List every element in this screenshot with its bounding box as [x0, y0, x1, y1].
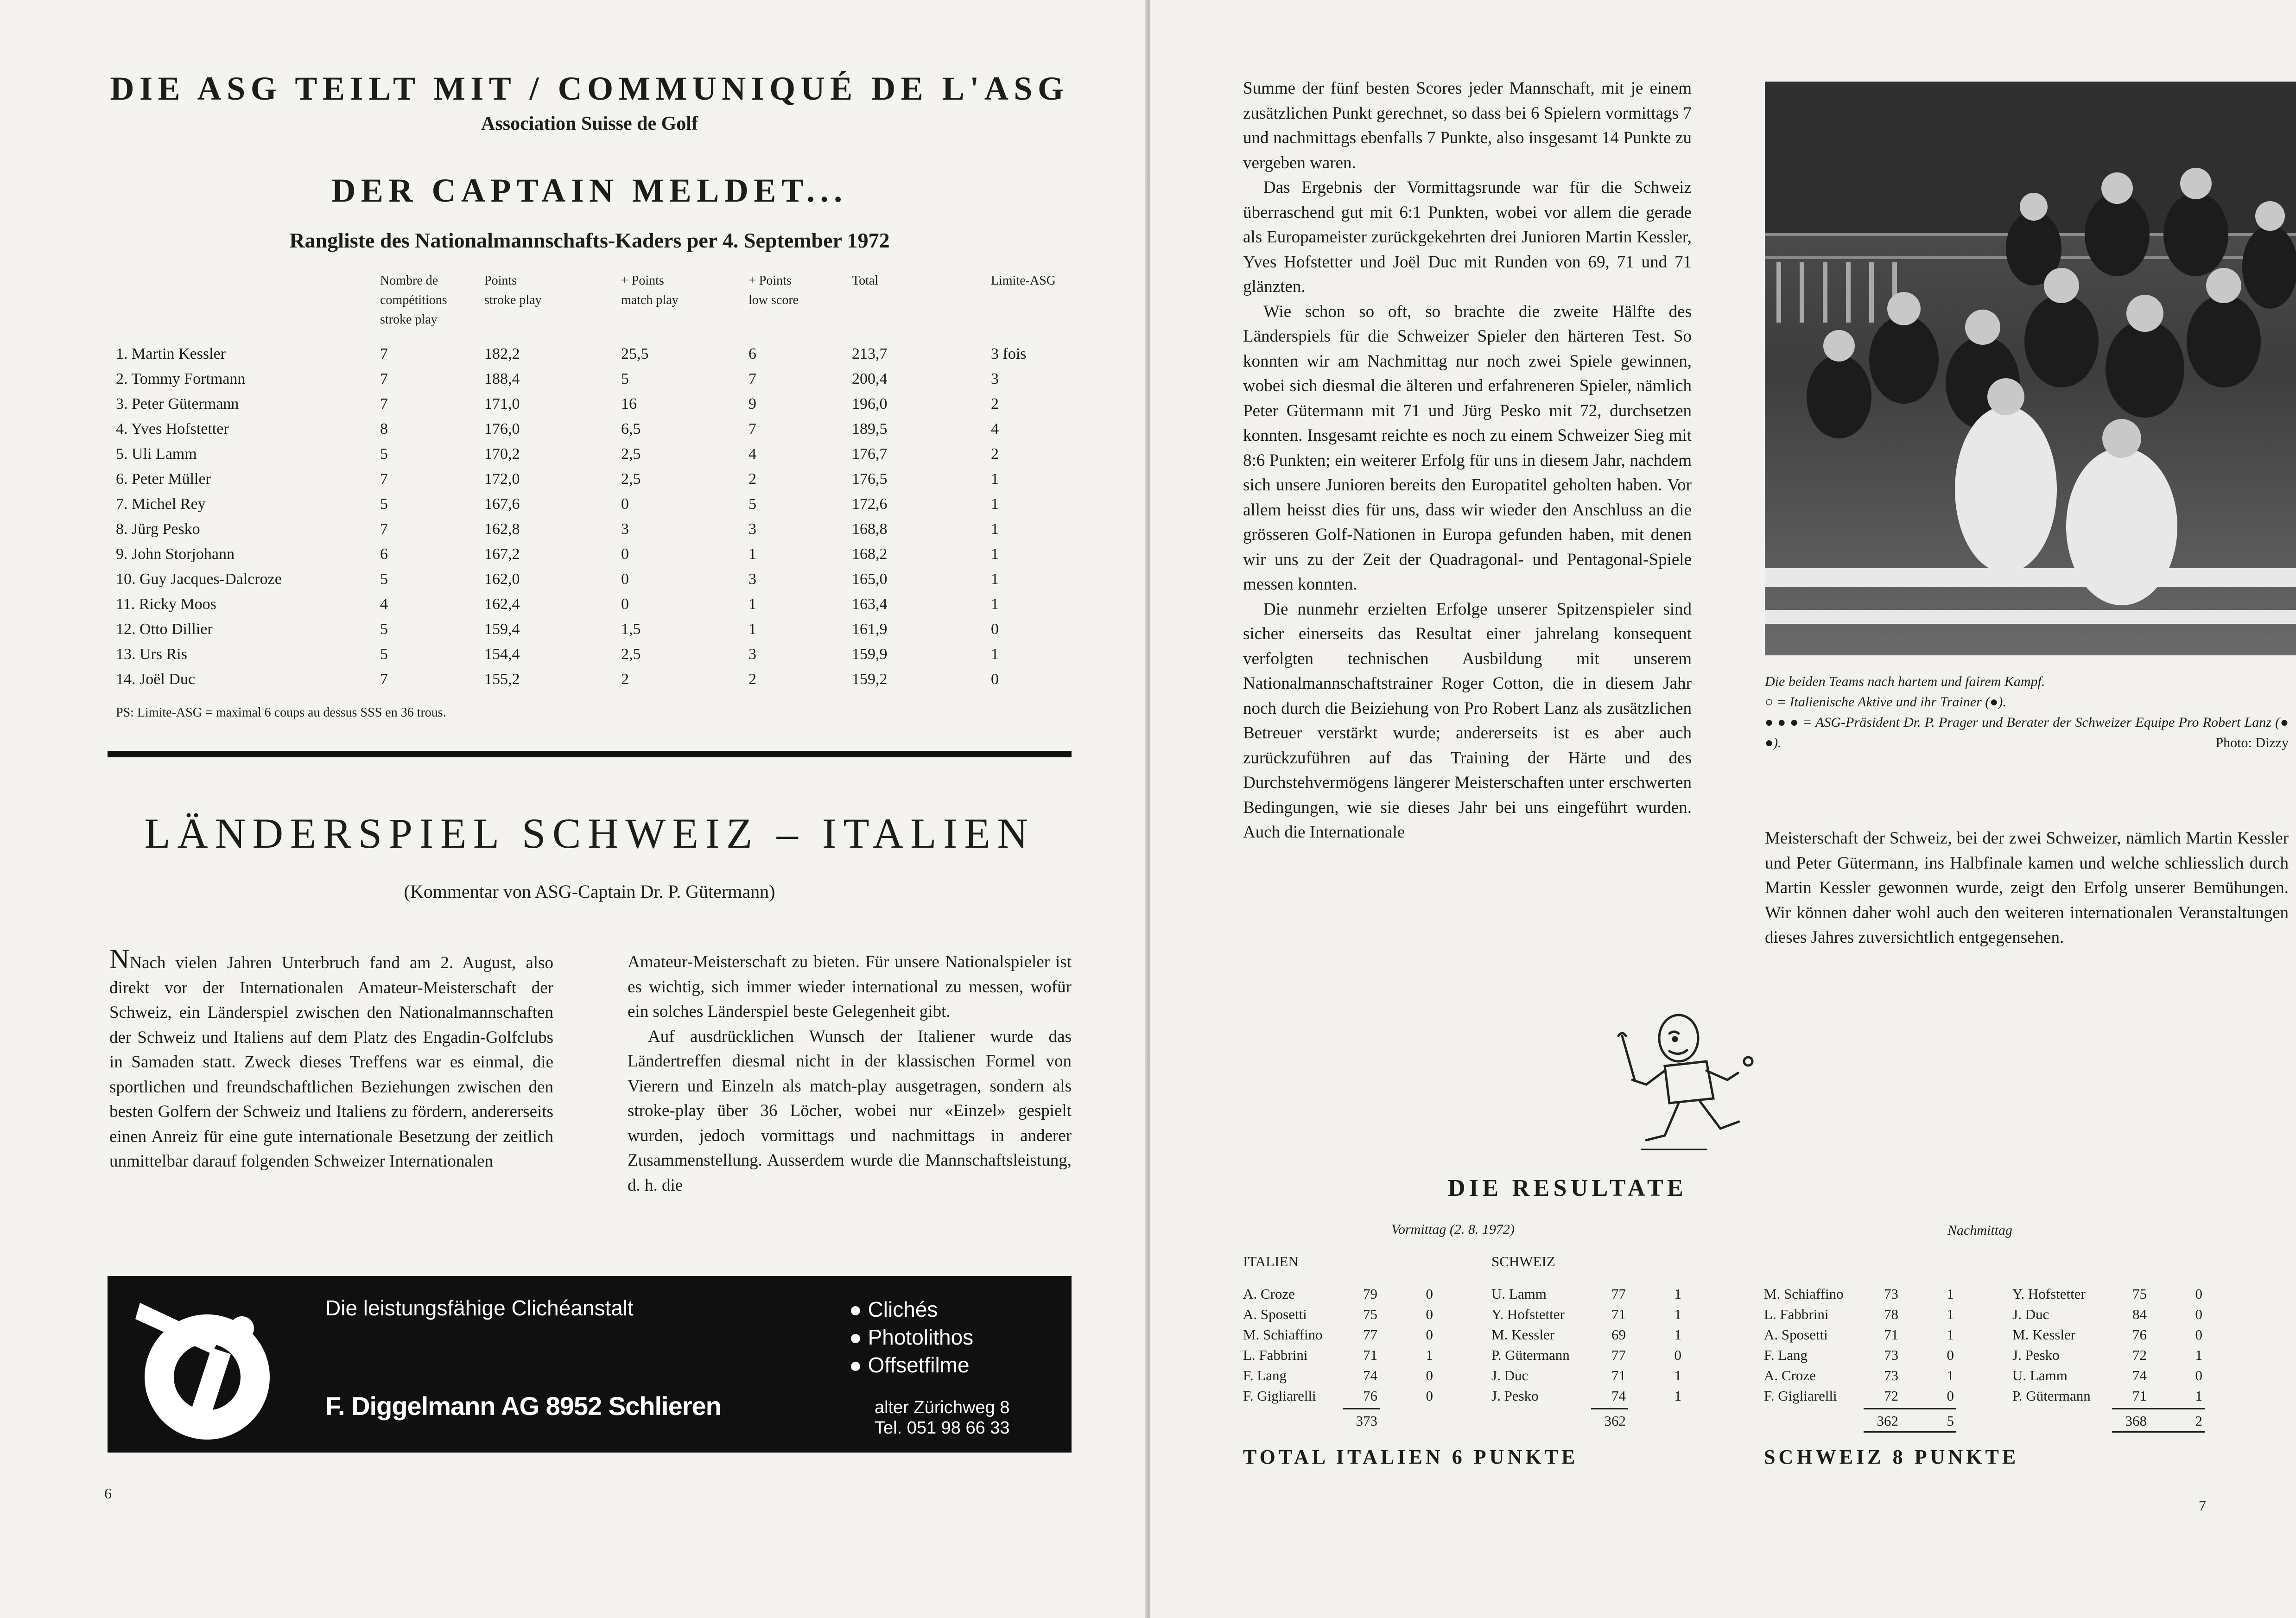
result-pts: 0 — [1947, 1347, 1954, 1363]
ranking-row — [116, 542, 1080, 567]
result-score: 72 — [1884, 1388, 1898, 1404]
result-pts: 0 — [2195, 1367, 2202, 1383]
ranking-cell-name: 5. Uli Lamm — [116, 445, 197, 463]
right-article-column-2: Meisterschaft der Schweiz, bei der zwei Schweizer, nämlich Martin Kessler und Peter Gütermann, ins Halbfinale kamen und welche schliesslich durch Martin Kessler gewonnen wurde, zeigt den Erfolg unserer Bemühungen. Wir können daher wohl auch den weiteren internationalen Veranstaltungen dieses Jahres zuversichtlich entgegensehen. — [1765, 829, 2289, 947]
result-score: 73 — [1884, 1347, 1898, 1363]
result-score: 73 — [1884, 1286, 1898, 1302]
result-pts: 1 — [1947, 1326, 1954, 1343]
ranking-cell-stroke: 167,6 — [484, 495, 520, 513]
diggelmann-logo — [126, 1284, 288, 1444]
ranking-cell-total: 159,9 — [852, 646, 888, 663]
ranking-cell-low: 3 — [748, 520, 756, 538]
ranking-row — [116, 517, 1080, 542]
ranking-cell-low: 7 — [748, 370, 756, 387]
ranking-cell-match: 1,5 — [621, 621, 641, 638]
ranking-cell-match: 0 — [621, 596, 629, 613]
ranking-cell-low: 1 — [748, 621, 756, 638]
result-score: 79 — [1363, 1286, 1377, 1302]
ranking-cell-low: 6 — [748, 345, 756, 362]
ranking-cell-name: 4. Yves Hofstetter — [116, 420, 229, 438]
ranking-cell-stroke: 170,2 — [484, 445, 520, 463]
ranking-cell-limite: 4 — [991, 420, 999, 438]
sum-rule — [1864, 1408, 1956, 1409]
result-score: 74 — [1611, 1388, 1626, 1404]
ranking-cell-total: 200,4 — [852, 370, 888, 387]
ranking-cell-limite: 0 — [991, 671, 999, 688]
result-name: Y. Hofstetter — [1491, 1306, 1565, 1322]
result-name: M. Kessler — [2012, 1326, 2076, 1343]
page-number-left: 6 — [104, 1485, 112, 1502]
result-pts: 0 — [1426, 1286, 1433, 1302]
result-score: 74 — [1363, 1367, 1377, 1383]
result-pts: 1 — [1674, 1306, 1681, 1322]
col-header-limite: Limite-ASG — [991, 273, 1056, 288]
result-name: P. Gütermann — [2012, 1388, 2091, 1404]
sum-rule — [2112, 1408, 2205, 1409]
result-score: 76 — [2132, 1326, 2147, 1343]
ranking-row — [116, 467, 1080, 492]
ranking-cell-total: 165,0 — [852, 571, 888, 588]
ranking-row — [116, 392, 1080, 417]
results-am-schweiz — [1491, 1284, 1705, 1429]
sum-rule-lower — [2112, 1431, 2205, 1433]
ranking-cell-total: 159,2 — [852, 671, 888, 688]
col-header-match: + Points match play — [621, 273, 679, 307]
right-article-column-1: Summe der fünf besten Scores jeder Mannschaft, mit je einem zusätzlichen Punkt gerechnet, so dass bei 6 Spielern vormittags 7 und nachmittags ebenfalls 7 Punkte, also insgesamt 14 Punkte zu vergeben waren. Das Ergebnis der Vormittagsrunde war für die Schweiz überraschend gut mit 6:1 Punkten, wobei vor allem die gerade als Europameister zurückgekehrten drei Junioren Martin Kessler, Yves Hofstetter und Joël Duc mit Runden von 69, 71 und 71 glänzten. Wie schon so oft, so brachte die zweite Hälfte des Länderspiels für die Schweizer Spieler den härteren Test. So konnten wir am Nachmittag nur noch zwei Spiele gewinnen, wobei sich diesmal die älteren und erfahreneren Spieler, nämlich Peter Gütermann mit 71 und Jürg Pesko mit 72, durchsetzen konnten. Insgesamt reichte es noch zu einem Schweizer Sieg mit 8:6 Punkten; ein weiterer Erfolg für uns in diesem Jahr, nachdem sich unsere Junioren bereits den Europatitel geholten haben. Vor allem heisst dies für uns, dass wir wieder den Anschluss an die grösseren Golf-Nationen in Europa gefunden haben, mit denen wir uns zu der Zeit der Quadragonal- und Pentagonal-Spiele messen konnten. Die nunmehr erzielten Erfolge unserer Spitzenspieler sind sicher einerseits das Resultat einer jahrelang konsequent verfolgten technischen Ausbildung mit unserem Nationalmannschaftstrainer Roger Cotton, die in diesem Jahr noch durch die Beiziehung von Pro Robert Lanz als zusätzlichen Betreuer verstärkt wurde; andererseits ist es aber auch zurückzuführen auf das Training der Härte und des Durchstehvermögens längerer Meisterschaften unter erschwerten Bedingungen, wie sie dieses Jahr bei uns eingeführt wurden. Auch die Internationale — [1243, 79, 1692, 842]
match-subtitle: (Kommentar von ASG-Captain Dr. P. Gütermann) — [404, 881, 775, 902]
result-name: J. Duc — [1491, 1367, 1529, 1383]
right-page — [1150, 0, 2296, 1618]
result-pts: 1 — [1674, 1286, 1681, 1302]
col-header-low: + Points low score — [748, 273, 799, 307]
bullet-icon: ● — [849, 1297, 862, 1321]
ranking-cell-name: 2. Tommy Fortmann — [116, 370, 246, 387]
ranking-cell-name: 7. Michel Rey — [116, 495, 206, 513]
ranking-cell-comp: 4 — [380, 596, 388, 613]
article-col2-para-2: Auf ausdrücklichen Wunsch der Italiener wurde das Ländertreffen diesmal nicht in der klassischen Formel von Vierern und Einzeln als match-play ausgetragen, sondern als stroke-play über 36 Löcher, wobei nur «Einzel» gespielt wurden, jedoch vormittags und nachmittags in anderer Zusammenstellung. Ausserdem wurde die Mannschaftsleistung, d. h. die — [628, 1027, 1072, 1195]
photo-credit: Photo: Dizzy — [2215, 735, 2289, 750]
ps-note: PS: Limite-ASG = maximal 6 coups au dessus SSS en 36 trous. — [116, 705, 446, 720]
ranking-cell-name: 13. Urs Ris — [116, 646, 187, 663]
result-score: 73 — [1884, 1367, 1898, 1383]
ranking-cell-name: 9. John Storjohann — [116, 546, 235, 563]
schweiz-label: SCHWEIZ — [1491, 1253, 1555, 1269]
result-score: 75 — [2132, 1286, 2147, 1302]
ranking-cell-stroke: 162,4 — [484, 596, 520, 613]
left-page — [0, 0, 1147, 1618]
article-column-1: NNach vielen Jahren Unterbruch fand am 2. August, also direkt vor der Internationalen Amateur-Meisterschaft der Schweiz, ein Länderspiel zwischen den Nationalmannschaften der Schweiz und Italiens auf dem Platz des Engadin-Golfclubs in Samaden statt. Zweck dieses Treffens war es einmal, die sportlichen und freundschaftlichen Beziehungen zwischen den besten Golfern der Schweiz und Italiens zu fördern, andererseits einen Anreiz für eine gute internationale Besetzung der zeitlich unmittelbar darauf folgenden Schweizer Internationalen — [109, 944, 553, 1171]
ranking-cell-match: 16 — [621, 395, 637, 412]
advertisement — [108, 1276, 1072, 1453]
sum-rule-lower — [1864, 1431, 1956, 1433]
ranking-cell-low: 1 — [748, 596, 756, 613]
ranking-cell-limite: 3 — [991, 370, 999, 387]
ranking-row — [116, 417, 1080, 442]
result-score: 78 — [1884, 1306, 1898, 1322]
result-pts: 0 — [2195, 1306, 2202, 1322]
ranking-cell-low: 9 — [748, 395, 756, 412]
results-pm-schweiz — [2012, 1284, 2226, 1429]
ranking-cell-limite: 2 — [991, 445, 999, 463]
ranking-cell-comp: 7 — [380, 395, 388, 412]
ranking-cell-match: 5 — [621, 370, 629, 387]
ranking-cell-total: 168,8 — [852, 520, 888, 538]
ranking-cell-comp: 7 — [380, 470, 388, 488]
ranking-cell-total: 161,9 — [852, 621, 888, 638]
result-score: 77 — [1611, 1286, 1626, 1302]
ranking-cell-comp: 7 — [380, 370, 388, 387]
ranking-row — [116, 667, 1080, 692]
ranking-cell-limite: 2 — [991, 395, 999, 412]
ranking-cell-total: 213,7 — [852, 345, 888, 362]
result-pts: 1 — [1674, 1388, 1681, 1404]
results-am-italien — [1243, 1284, 1456, 1429]
result-total: 373 — [1356, 1413, 1377, 1429]
result-name: M. Schiaffino — [1243, 1326, 1323, 1343]
ranking-cell-comp: 5 — [380, 495, 388, 513]
result-pts: 1 — [2195, 1347, 2202, 1363]
ranking-cell-name: 3. Peter Gütermann — [116, 395, 239, 412]
ranking-cell-limite: 1 — [991, 470, 999, 488]
result-name: J. Pesko — [2012, 1347, 2060, 1363]
result-score: 71 — [1611, 1306, 1626, 1322]
vormittag-label: Vormittag (2. 8. 1972) — [1391, 1222, 1515, 1237]
result-name: M. Kessler — [1491, 1326, 1555, 1343]
result-score: 71 — [2132, 1388, 2147, 1404]
ranking-cell-limite: 1 — [991, 546, 999, 563]
bullet-icon: ● — [849, 1325, 862, 1349]
total-schweiz: SCHWEIZ 8 PUNKTE — [1764, 1446, 2019, 1468]
result-pts: 0 — [1426, 1367, 1433, 1383]
result-name: A. Sposetti — [1243, 1306, 1307, 1322]
result-pts: 1 — [2195, 1388, 2202, 1404]
ad-services: ● Clichés ● Photolithos ● Offsetfilme — [849, 1297, 974, 1377]
result-score: 77 — [1363, 1326, 1377, 1343]
ranking-row — [116, 492, 1080, 517]
result-name: F. Lang — [1764, 1347, 1808, 1363]
ranking-cell-comp: 7 — [380, 345, 388, 362]
ranking-cell-name: 10. Guy Jacques-Dalcroze — [116, 571, 282, 588]
ranking-row — [116, 567, 1080, 592]
ranking-cell-stroke: 159,4 — [484, 621, 520, 638]
col-header-competitions: Nombre de compétitions stroke play — [380, 273, 447, 327]
header-title: DIE ASG TEILT MIT / COMMUNIQUÉ DE L'ASG — [110, 70, 1069, 107]
result-pts: 1 — [1426, 1347, 1433, 1363]
ranking-cell-stroke: 155,2 — [484, 671, 520, 688]
ranking-cell-comp: 5 — [380, 445, 388, 463]
ranking-cell-total: 176,7 — [852, 445, 888, 463]
result-score: 71 — [1884, 1326, 1898, 1343]
result-score: 72 — [2132, 1347, 2147, 1363]
ranking-title: Rangliste des Nationalmannschafts-Kaders per 4. September 1972 — [289, 228, 890, 252]
result-score: 76 — [1363, 1388, 1377, 1404]
divider-rule — [108, 751, 1072, 757]
ranking-cell-stroke: 167,2 — [484, 546, 520, 563]
ranking-cell-stroke: 176,0 — [484, 420, 520, 438]
result-total: 362 — [1604, 1413, 1626, 1429]
ranking-cell-limite: 1 — [991, 596, 999, 613]
ranking-cell-match: 2,5 — [621, 470, 641, 488]
ranking-cell-stroke: 162,8 — [484, 520, 520, 538]
ranking-cell-name: 6. Peter Müller — [116, 470, 211, 488]
sum-rule — [1343, 1408, 1380, 1409]
ranking-cell-total: 176,5 — [852, 470, 888, 488]
ad-company: F. Diggelmann AG 8952 Schlieren — [325, 1391, 721, 1421]
ranking-cell-comp: 8 — [380, 420, 388, 438]
result-name: U. Lamm — [1491, 1286, 1547, 1302]
article-col1-text: Nach vielen Jahren Unterbruch fand am 2. August, also direkt vor der Internationalen Amateur-Meisterschaft der Schweiz, ein Länderspiel zwischen den Nationalmannschaften der Schweiz und Italiens auf dem Platz des Engadin-Golfclubs in Samaden statt. Zweck dieses Treffens war es einmal, die sportlichen und freundschaftlichen Beziehungen zwischen den besten Golfern der Schweiz und Italiens zu fördern, andererseits einen Anreiz für eine gute internationale Besetzung der zeitlich unmittelbar darauf folgenden Schweizer Internationalen — [109, 953, 553, 1171]
ranking-cell-limite: 3 fois — [991, 345, 1027, 362]
ranking-cell-name: 14. Joël Duc — [116, 671, 195, 688]
ranking-cell-low: 2 — [748, 671, 756, 688]
result-pts: 0 — [1426, 1388, 1433, 1404]
ranking-cell-match: 0 — [621, 546, 629, 563]
result-name: L. Fabbrini — [1764, 1306, 1829, 1322]
ranking-cell-match: 0 — [621, 571, 629, 588]
ranking-cell-low: 3 — [748, 646, 756, 663]
result-score: 77 — [1611, 1347, 1626, 1363]
ranking-cell-match: 25,5 — [621, 345, 649, 362]
result-score: 71 — [1363, 1347, 1377, 1363]
result-pts: 1 — [1947, 1367, 1954, 1383]
result-score: 74 — [2132, 1367, 2147, 1383]
ranking-cell-match: 2,5 — [621, 646, 641, 663]
ranking-cell-stroke: 171,0 — [484, 395, 520, 412]
ranking-cell-stroke: 188,4 — [484, 370, 520, 387]
result-pts: 0 — [2195, 1326, 2202, 1343]
ranking-cell-comp: 5 — [380, 621, 388, 638]
ranking-cell-total: 168,2 — [852, 546, 888, 563]
ranking-cell-limite: 1 — [991, 495, 999, 513]
ranking-cell-comp: 7 — [380, 520, 388, 538]
ranking-cell-total: 189,5 — [852, 420, 888, 438]
result-total: 368 — [2125, 1413, 2147, 1429]
photo-caption: Die beiden Teams nach hartem und fairem Kampf. ○ = Italienische Aktive und ihr Trainer (●). ● ● ● = ASG-Präsident Dr. P. Prager und Berater der Schweizer Equipe Pro Robert Lanz (● ●). Photo: Dizzy — [1765, 672, 2289, 753]
result-name: M. Schiaffino — [1764, 1286, 1844, 1302]
ranking-cell-match: 2,5 — [621, 445, 641, 463]
ranking-cell-low: 5 — [748, 495, 756, 513]
header-subtitle: Association Suisse de Golf — [481, 113, 698, 134]
ranking-cell-match: 3 — [621, 520, 629, 538]
ranking-cell-low: 1 — [748, 546, 756, 563]
ranking-cell-name: 12. Otto Dillier — [116, 621, 213, 638]
ranking-row — [116, 617, 1080, 642]
result-pts: 1 — [1947, 1286, 1954, 1302]
result-score: 84 — [2132, 1306, 2147, 1322]
result-total-points: 5 — [1947, 1413, 1954, 1429]
results-pm-italien — [1764, 1284, 1977, 1429]
ranking-table — [116, 342, 1080, 694]
result-name: Y. Hofstetter — [2012, 1286, 2086, 1302]
result-name: P. Gütermann — [1491, 1347, 1570, 1363]
result-total: 362 — [1877, 1413, 1898, 1429]
result-name: F. Gigliarelli — [1243, 1388, 1316, 1404]
section-title: DER CAPTAIN MELDET... — [331, 172, 848, 209]
team-photo — [1765, 82, 2296, 655]
ranking-cell-match: 0 — [621, 495, 629, 513]
ranking-cell-comp: 6 — [380, 546, 388, 563]
result-name: J. Duc — [2012, 1306, 2049, 1322]
result-pts: 0 — [1426, 1326, 1433, 1343]
result-pts: 0 — [1426, 1306, 1433, 1322]
ad-tagline: Die leistungsfähige Clichéanstalt — [325, 1296, 634, 1320]
col-header-stroke: Points stroke play — [484, 273, 542, 307]
ranking-cell-limite: 0 — [991, 621, 999, 638]
result-pts: 1 — [1674, 1326, 1681, 1343]
ranking-cell-stroke: 182,2 — [484, 345, 520, 362]
sum-rule — [1591, 1408, 1628, 1409]
ranking-cell-name: 11. Ricky Moos — [116, 596, 216, 613]
result-score: 75 — [1363, 1306, 1377, 1322]
bullet-icon: ● — [849, 1353, 862, 1377]
page-number-right: 7 — [2199, 1497, 2206, 1514]
result-score: 69 — [1611, 1326, 1626, 1343]
italien-label: ITALIEN — [1243, 1253, 1299, 1269]
total-italien: TOTAL ITALIEN 6 PUNKTE — [1243, 1446, 1579, 1468]
ranking-cell-low: 4 — [748, 445, 756, 463]
ranking-cell-name: 1. Martin Kessler — [116, 345, 226, 362]
ranking-cell-total: 172,6 — [852, 495, 888, 513]
result-name: A. Croze — [1243, 1286, 1295, 1302]
result-pts: 1 — [1947, 1306, 1954, 1322]
ranking-cell-total: 163,4 — [852, 596, 888, 613]
article-col2-para-1: Amateur-Meisterschaft zu bieten. Für unsere Nationalspieler ist es wichtig, sich immer wieder international zu messen, wofür ein solches Länderspiel beste Gelegenheit gibt. — [628, 952, 1072, 1021]
ad-address: alter Zürichweg 8 Tel. 051 98 66 33 — [875, 1398, 1010, 1438]
result-total-points: 2 — [2195, 1413, 2202, 1429]
result-pts: 0 — [1947, 1388, 1954, 1404]
result-name: F. Gigliarelli — [1764, 1388, 1837, 1404]
ranking-cell-limite: 1 — [991, 571, 999, 588]
result-name: A. Sposetti — [1764, 1326, 1828, 1343]
ranking-cell-stroke: 154,4 — [484, 646, 520, 663]
ranking-cell-total: 196,0 — [852, 395, 888, 412]
ranking-cell-limite: 1 — [991, 646, 999, 663]
result-pts: 0 — [2195, 1286, 2202, 1302]
article-column-2 — [628, 950, 1072, 1198]
ranking-cell-comp: 7 — [380, 671, 388, 688]
col-header-total: Total — [852, 273, 879, 288]
result-score: 71 — [1611, 1367, 1626, 1383]
result-name: J. Pesko — [1491, 1388, 1539, 1404]
ranking-cell-low: 7 — [748, 420, 756, 438]
team-photo-image — [1765, 82, 2296, 655]
ranking-row — [116, 342, 1080, 367]
ranking-cell-stroke: 162,0 — [484, 571, 520, 588]
match-title: LÄNDERSPIEL SCHWEIZ – ITALIEN — [144, 810, 1035, 857]
result-name: F. Lang — [1243, 1367, 1287, 1383]
result-name: U. Lamm — [2012, 1367, 2068, 1383]
nachmittag-label: Nachmittag — [1947, 1223, 2012, 1238]
result-pts: 1 — [1674, 1367, 1681, 1383]
ranking-row — [116, 442, 1080, 467]
ranking-cell-match: 6,5 — [621, 420, 641, 438]
ranking-cell-low: 2 — [748, 470, 756, 488]
results-title: DIE RESULTATE — [1447, 1175, 1687, 1201]
ranking-row — [116, 592, 1080, 617]
ranking-cell-comp: 5 — [380, 571, 388, 588]
result-name: A. Croze — [1764, 1367, 1816, 1383]
result-name: L. Fabbrini — [1243, 1347, 1308, 1363]
ranking-cell-match: 2 — [621, 671, 629, 688]
ranking-cell-comp: 5 — [380, 646, 388, 663]
ranking-row — [116, 367, 1080, 392]
ranking-row — [116, 642, 1080, 667]
ranking-cell-name: 8. Jürg Pesko — [116, 520, 200, 538]
ranking-cell-limite: 1 — [991, 520, 999, 538]
ranking-cell-stroke: 172,0 — [484, 470, 520, 488]
result-pts: 0 — [1674, 1347, 1681, 1363]
ranking-cell-low: 3 — [748, 571, 756, 588]
golfer-cartoon-illustration — [1614, 1010, 1767, 1163]
